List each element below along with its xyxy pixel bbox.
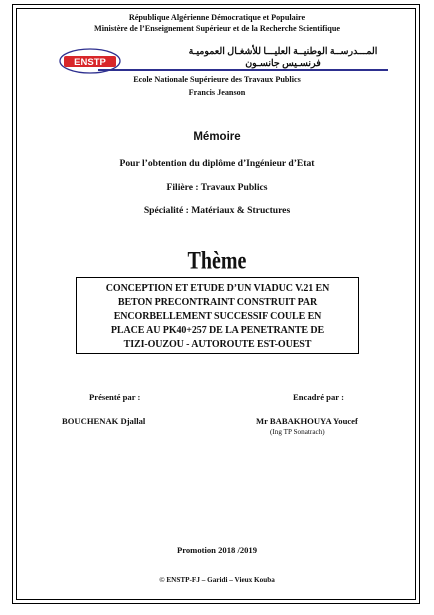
header-rule bbox=[98, 69, 388, 71]
memoire-title: Mémoire bbox=[193, 131, 241, 143]
thesis-title-box bbox=[76, 277, 359, 354]
title-line-1: CONCEPTION ET ETUDE D’UN VIADUC V.21 EN bbox=[105, 283, 330, 294]
arabic-school-name: المـــدرســة الوطنيــة العليـــا للأشغـال العموميـة bbox=[188, 47, 378, 57]
supervisor-name: Mr BABAKHOUYA Youcef bbox=[256, 416, 358, 426]
supervisor-affiliation: (Ing TP Sonatrach) bbox=[270, 428, 325, 436]
title-line-4: PLACE AU PK40+257 DE LA PENETRANTE DE bbox=[110, 325, 325, 336]
presented-by-label: Présenté par : bbox=[89, 392, 141, 402]
title-line-5: TIZI-OUZOU - AUTOROUTE EST-OUEST bbox=[123, 339, 312, 350]
title-line-2: BETON PRECONTRAINT CONSTRUIT PAR bbox=[117, 297, 318, 308]
school-honoree: Francis Jeanson bbox=[188, 88, 246, 97]
title-line-3: ENCORBELLEMENT SUCCESSIF COULE EN bbox=[113, 311, 322, 322]
arabic-francis-jeanson: فرنسـيس جانسـون bbox=[245, 59, 321, 69]
copyright-line: © ENSTP-FJ – Garidi – Vieux Kouba bbox=[159, 576, 275, 584]
promotion-year: Promotion 2018 /2019 bbox=[176, 545, 258, 555]
supervised-by-label: Encadré par : bbox=[293, 392, 344, 402]
ministry-line: Ministère de l’Enseignement Supérieur et de la Recherche Scientifique bbox=[93, 24, 341, 33]
theme-label: Thème bbox=[187, 247, 247, 275]
school-name: Ecole Nationale Supérieure des Travaux Publics bbox=[133, 75, 301, 84]
logo-text: ENSTP bbox=[74, 57, 106, 69]
student-name: BOUCHENAK Djallal bbox=[62, 416, 146, 426]
filiere-line: Filière : Travaux Publics bbox=[166, 182, 268, 193]
republic-line: République Algérienne Démocratique et Populaire bbox=[128, 13, 306, 22]
diploma-purpose: Pour l’obtention du diplôme d’Ingénieur d’Etat bbox=[119, 158, 315, 169]
specialite-line: Spécialité : Matériaux & Structures bbox=[143, 205, 291, 216]
